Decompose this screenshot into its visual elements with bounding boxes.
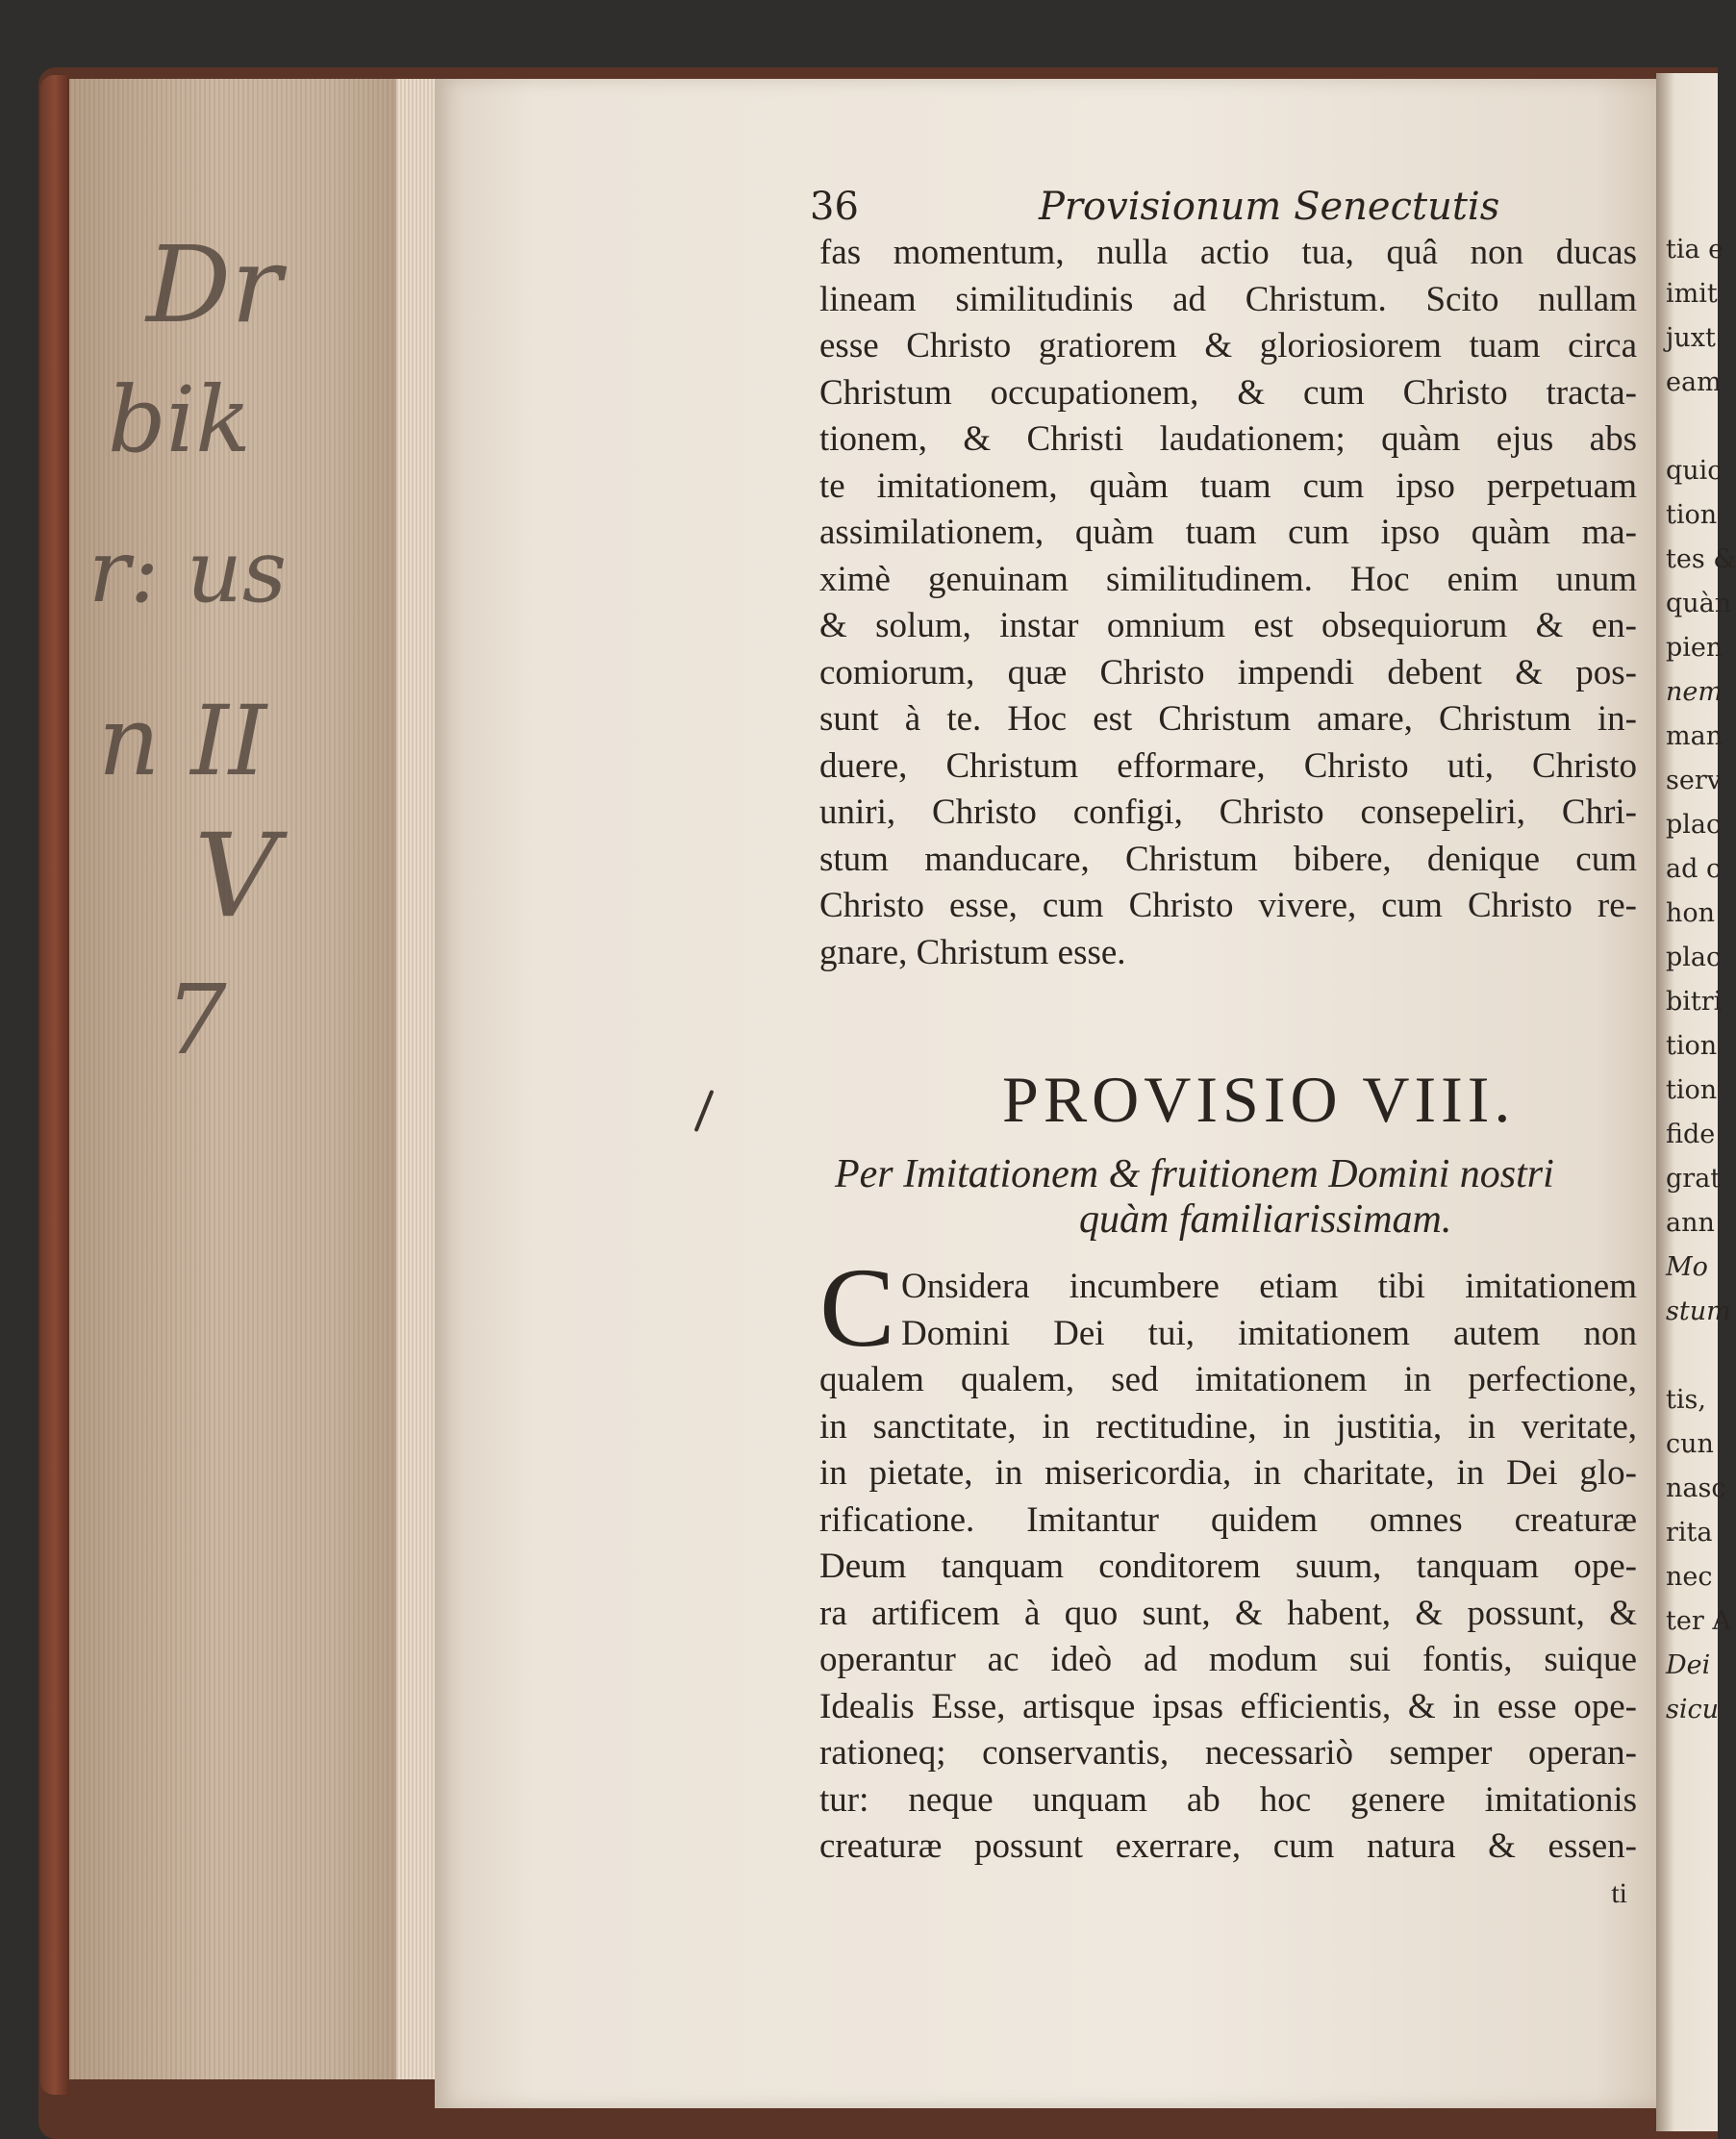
- handwritten-annotation: V: [194, 810, 278, 944]
- facing-line: juxt: [1666, 323, 1716, 353]
- facing-line: serv: [1666, 766, 1722, 795]
- paragraph-1: [819, 230, 1637, 976]
- text-line: comiorum, quæ Christo impendi debent & pos-: [819, 652, 1637, 692]
- facing-line: sicu: [1666, 1695, 1720, 1724]
- text-line: te imitationem, quàm tuam cum ipso perpetuam: [819, 466, 1637, 506]
- text-line: ximè genuinam similitudinem. Hoc enim unum: [819, 559, 1637, 599]
- facing-line: tia e: [1666, 235, 1724, 264]
- text-line: sunt à te. Hoc est Christum amare, Christum in-: [819, 699, 1637, 739]
- facing-line: tion: [1666, 1031, 1718, 1061]
- facing-line: Dei: [1666, 1650, 1711, 1680]
- handwritten-annotation: 7: [165, 964, 227, 1076]
- facing-line: grat: [1666, 1164, 1722, 1194]
- section-heading: PROVISIO VIII.: [1002, 1063, 1516, 1136]
- text-line: Idealis Esse, artisque ipsas efficientis, & in esse ope-: [819, 1686, 1637, 1726]
- facing-line: nem: [1666, 677, 1723, 707]
- facing-line: man: [1666, 721, 1723, 751]
- text-line: rificatione. Imitantur quidem omnes creaturæ: [819, 1499, 1637, 1540]
- facing-line: nec: [1666, 1562, 1713, 1592]
- text-line: Domini Dei tui, imitationem autem non: [901, 1313, 1637, 1353]
- page-edges-block: [69, 79, 396, 2079]
- handwritten-annotation: n II: [98, 685, 267, 797]
- text-line: in sanctitate, in rectitudine, in justitia, in veritate,: [819, 1406, 1637, 1447]
- facing-line: fide: [1666, 1120, 1716, 1149]
- facing-line: plac: [1666, 810, 1722, 840]
- text-line: esse Christo gratiorem & gloriosiorem tuam circa: [819, 326, 1637, 365]
- facing-line: quàn: [1666, 589, 1732, 618]
- facing-line: bitri: [1666, 987, 1723, 1017]
- text-line: assimilationem, quàm tuam cum ipso quàm ma-: [819, 513, 1637, 552]
- text-line: & solum, instar omnium est obsequiorum & en-: [819, 606, 1637, 645]
- text-line: qualem qualem, sed imitationem in perfectione,: [819, 1360, 1637, 1399]
- text-line: in pietate, in misericordia, in charitate, in Dei glo-: [819, 1453, 1637, 1493]
- handwritten-annotation: r: us: [88, 521, 288, 622]
- facing-line: hon: [1666, 898, 1716, 928]
- facing-line: nasc: [1666, 1473, 1726, 1503]
- text-line: tur: neque unquam ab hoc genere imitationis: [819, 1779, 1637, 1820]
- text-line: gnare, Christum esse.: [819, 932, 1126, 972]
- facing-line: ter A: [1666, 1606, 1731, 1636]
- facing-line: rita: [1666, 1518, 1713, 1548]
- book-page: [435, 79, 1656, 2108]
- text-line: fas momentum, nulla actio tua, quâ non ducas: [819, 233, 1637, 272]
- pencil-mark: [694, 1090, 715, 1132]
- section-subtitle-line-1: Per Imitationem & fruitionem Domini nostri: [835, 1152, 1554, 1196]
- book-spine-edge: [40, 75, 69, 2095]
- text-line: rationeq; conservantis, necessariò semper operan-: [819, 1733, 1637, 1773]
- text-line: Onsidera incumbere etiam tibi imitationem: [901, 1267, 1637, 1306]
- facing-line: stum: [1666, 1296, 1731, 1326]
- text-line: ra artificem à quo sunt, & habent, & possunt, &: [819, 1593, 1637, 1633]
- handwritten-annotation: Dr: [146, 223, 282, 346]
- text-line: Christo esse, cum Christo vivere, cum Christo re-: [819, 886, 1637, 925]
- facing-line: eam: [1666, 367, 1722, 397]
- text-line: operantur ac ideò ad modum sui fontis, suique: [819, 1640, 1637, 1679]
- facing-line: pien: [1666, 633, 1723, 663]
- facing-page-edge: [1656, 73, 1736, 2131]
- section-subtitle-line-2: quàm familiarissimam.: [1079, 1197, 1452, 1242]
- drop-cap: C: [819, 1245, 895, 1371]
- facing-line: ann: [1666, 1208, 1715, 1238]
- text-line: uniri, Christo configi, Christo consepeliri, Chri-: [819, 793, 1637, 832]
- facing-line: tion: [1666, 1075, 1718, 1105]
- handwritten-annotation: bik: [108, 367, 251, 473]
- facing-line: quic: [1666, 456, 1723, 486]
- facing-line: plac: [1666, 943, 1722, 972]
- text-line: creaturæ possunt exerrare, cum natura & essen-: [819, 1826, 1637, 1866]
- facing-line: tes &: [1666, 544, 1736, 574]
- text-line: tionem, & Christi laudationem; quàm ejus abs: [819, 419, 1637, 459]
- facing-line: imit: [1666, 279, 1718, 309]
- text-line: stum manducare, Christum bibere, denique cum: [819, 839, 1637, 879]
- facing-line: tis,: [1666, 1385, 1706, 1415]
- text-line: Deum tanquam conditorem suum, tanquam ope-: [819, 1547, 1637, 1586]
- facing-line: Mo: [1666, 1252, 1708, 1282]
- paragraph-2: [819, 1245, 1637, 1917]
- text-line: Christum occupationem, & cum Christo tracta-: [819, 372, 1637, 413]
- facing-line: ad c: [1666, 854, 1722, 884]
- text-line: duere, Christum efformare, Christo uti, Christo: [819, 745, 1637, 786]
- facing-line: tion: [1666, 500, 1718, 530]
- page-number: 36: [810, 185, 859, 229]
- running-title: Provisionum Senectutis: [1039, 185, 1500, 229]
- page-fore-edge: [396, 79, 435, 2079]
- facing-line: cun: [1666, 1429, 1714, 1459]
- text-line: lineam similitudinis ad Christum. Scito nullam: [819, 279, 1637, 319]
- catchword: ti: [1611, 1876, 1627, 1909]
